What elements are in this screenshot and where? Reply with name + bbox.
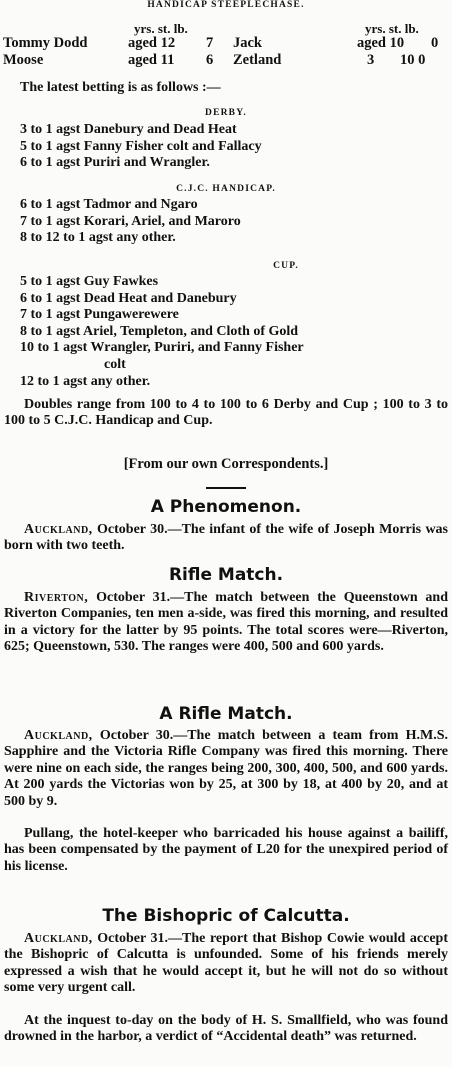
- article-headline: The Bishopric of Calcutta.: [102, 906, 350, 926]
- odds-line: 5 to 1 agst Fanny Fisher colt and Fallacy: [20, 138, 262, 154]
- weights-header-row: [0, 20, 452, 35]
- betting-intro: The latest betting is as follows :—: [20, 80, 221, 95]
- correspondents-line: [From our own Correspondents.]: [123, 456, 329, 472]
- odds-line: 7 to 1 agst Pungawerewere: [20, 307, 179, 323]
- article-body: [0, 590, 452, 656]
- weights-row: [0, 52, 452, 69]
- cjc-odds: [0, 197, 452, 247]
- article-headline: A Phenomenon.: [150, 497, 302, 517]
- weights-header-left: yrs. st. lb.: [134, 21, 188, 36]
- article-dateline: Auckland,: [24, 931, 93, 946]
- horse-age: aged 12: [128, 35, 176, 51]
- doubles-paragraph: Doubles range from 100 to 4 to 100 to 6 Derby and Cup ; 100 to 3 to 100 to 5 C.J.C. Handicap and Cup.: [4, 397, 448, 429]
- article-dateline: Auckland,: [24, 522, 93, 537]
- horse-age: aged 11: [128, 52, 175, 68]
- article-headline: A Rifle Match.: [159, 704, 293, 724]
- article-body: [0, 931, 452, 997]
- odds-line: 5 to 1 agst Guy Fawkes: [20, 274, 159, 289]
- cup-heading: CUP.: [273, 261, 299, 271]
- divider-rule: [206, 487, 246, 489]
- section-heading: HANDICAP STEEPLECHASE.: [147, 0, 305, 10]
- derby-heading: DERBY.: [205, 108, 247, 118]
- odds-line: 8 to 12 to 1 agst any other.: [20, 230, 176, 246]
- horse-age: 3: [367, 52, 375, 68]
- odds-line: 10 to 1 agst Wrangler, Puriri, and Fanny Fisher: [20, 340, 304, 356]
- article-dateline: Auckland,: [24, 728, 93, 743]
- odds-line: 8 to 1 agst Ariel, Templeton, and Cloth of Gold: [20, 323, 299, 339]
- article-dateline: Riverton,: [24, 590, 89, 605]
- article-text: October 30.—The match between a team from H.M.S. Sapphire and the Victoria Rifle Company was fired this morning. There were nine on each side, the ranges being 200, 300, 400, 500, and 600 yards. At 200 yards the Victorias won by 25, at 300 by 18, at 400 by 20, and at 500 by 9.: [4, 728, 448, 809]
- horse-weight: 7: [206, 35, 214, 51]
- weights-table: [0, 20, 452, 69]
- article-text: October 31.—The match between the Queenstown and Riverton Companies, ten men a-side, was fired this morning, and resulted in a victory for the latter by 95 points. The total scores were—Riverton, 625; Queenstown, 530. The ranges were 400, 500 and 600 yards.: [4, 590, 449, 655]
- odds-line: 7 to 1 agst Korari, Ariel, and Maroro: [20, 213, 241, 229]
- cup-odds: [0, 274, 452, 390]
- odds-line: 6 to 1 agst Tadmor and Ngaro: [20, 197, 198, 212]
- weights-header-right: yrs. st. lb.: [365, 21, 419, 36]
- horse-weight: 0: [431, 35, 439, 51]
- horse-weight: 10 0: [400, 52, 426, 68]
- odds-line: 12 to 1 agst any other.: [20, 373, 151, 389]
- horse-name: Tommy Dodd: [3, 35, 88, 51]
- derby-odds: [0, 122, 452, 172]
- article-body-paragraph: At the inquest to-day on the body of H. S. Smallfield, who was found drowned in the harbor, a verdict of “Accidental death” was returned.: [4, 1013, 448, 1045]
- cjc-heading: C.J.C. HANDICAP.: [176, 184, 276, 194]
- horse-name: Zetland: [233, 52, 282, 68]
- odds-line: 6 to 1 agst Dead Heat and Danebury: [20, 290, 237, 306]
- article-body: [0, 728, 452, 810]
- horse-name: Jack: [233, 35, 262, 51]
- horse-name: Moose: [3, 52, 44, 68]
- article-body: [0, 522, 452, 555]
- article-headline: Rifle Match.: [168, 565, 284, 585]
- horse-weight: 6: [206, 52, 214, 68]
- article-body-paragraph: Pullang, the hotel-keeper who barricaded his house against a bailiff, has been compensated by the payment of L20 for the unexpired period of his license.: [4, 826, 448, 874]
- odds-line: 6 to 1 agst Puriri and Wrangler.: [20, 155, 210, 171]
- weights-row: [0, 35, 452, 52]
- article-text: October 31.—The report that Bishop Cowie would accept the Bishopric of Calcutta is unfounded. Some of his friends merely expressed a wish that he would accept it, but he will not do so without some very urgent call.: [4, 931, 449, 996]
- odds-line-continued: colt: [104, 356, 126, 372]
- article-text: October 30.—The infant of the wife of Joseph Morris was born with two teeth.: [4, 522, 448, 554]
- horse-age: aged 10: [357, 35, 405, 51]
- odds-line: 3 to 1 agst Danebury and Dead Heat: [20, 122, 237, 137]
